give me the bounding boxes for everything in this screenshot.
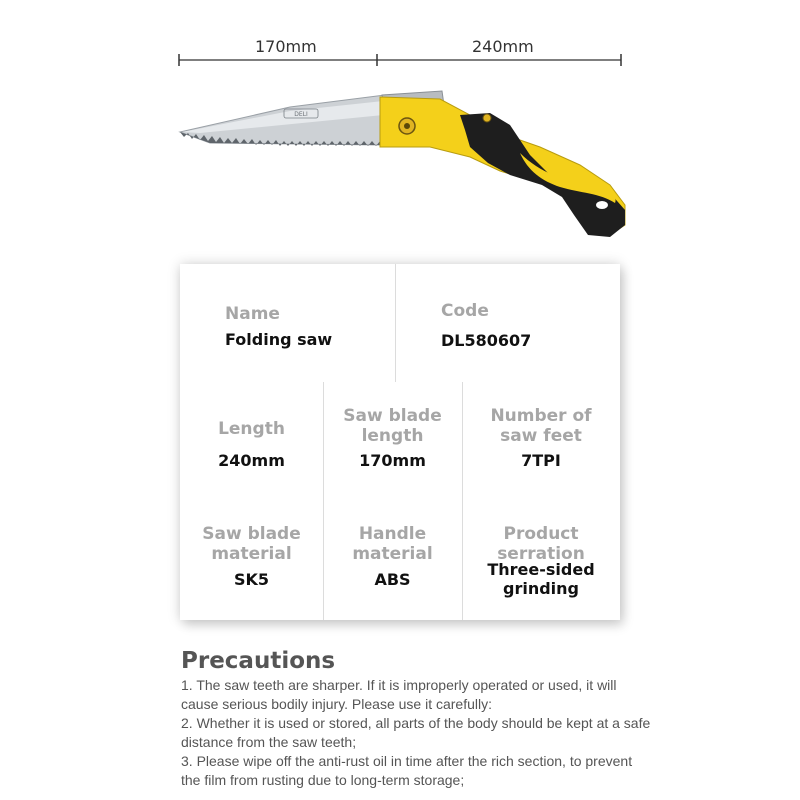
length-value: 240mm [218,451,285,470]
blade-length-label: Saw blade length [343,406,442,446]
brand-mark: DELI [294,111,308,118]
divider [395,264,396,382]
precautions-title: Precautions [181,648,336,674]
saw-feet-label: Number of saw feet [490,406,592,446]
code-value: DL580607 [441,331,532,350]
handle-dimension-label: 240mm [472,37,534,56]
serration-label: Product serration [497,524,585,564]
saw-feet-value: 7TPI [521,451,561,470]
handle-material-value: ABS [374,570,411,589]
length-label: Length [218,419,285,439]
code-label: Code [441,301,489,321]
folding-saw-image [170,85,640,245]
serration-value: Three-sided grinding [487,560,595,598]
precaution-item: 3. Please wipe off the anti-rust oil in time after the rich section, to prevent the film from rusting due to long-term storage; [181,753,633,788]
precaution-item: 1. The saw teeth are sharper. If it is improperly operated or used, it will cause serious bodily injury. Please use it carefully: [181,677,617,712]
spec-card [180,264,620,620]
precaution-item: 2. Whether it is used or stored, all parts of the body should be kept at a safe distance from the saw teeth; [181,715,651,750]
handle-material-label: Handle material [352,524,433,564]
dimension-indicator [0,0,800,80]
precautions-list [181,676,651,790]
blade-dimension-label: 170mm [255,37,317,56]
dimension-lines [0,0,800,80]
name-value: Folding saw [225,330,333,349]
blade-material-value: SK5 [233,570,270,589]
blade-material-label: Saw blade material [202,524,301,564]
name-label: Name [225,304,280,324]
blade-length-value: 170mm [359,451,426,470]
